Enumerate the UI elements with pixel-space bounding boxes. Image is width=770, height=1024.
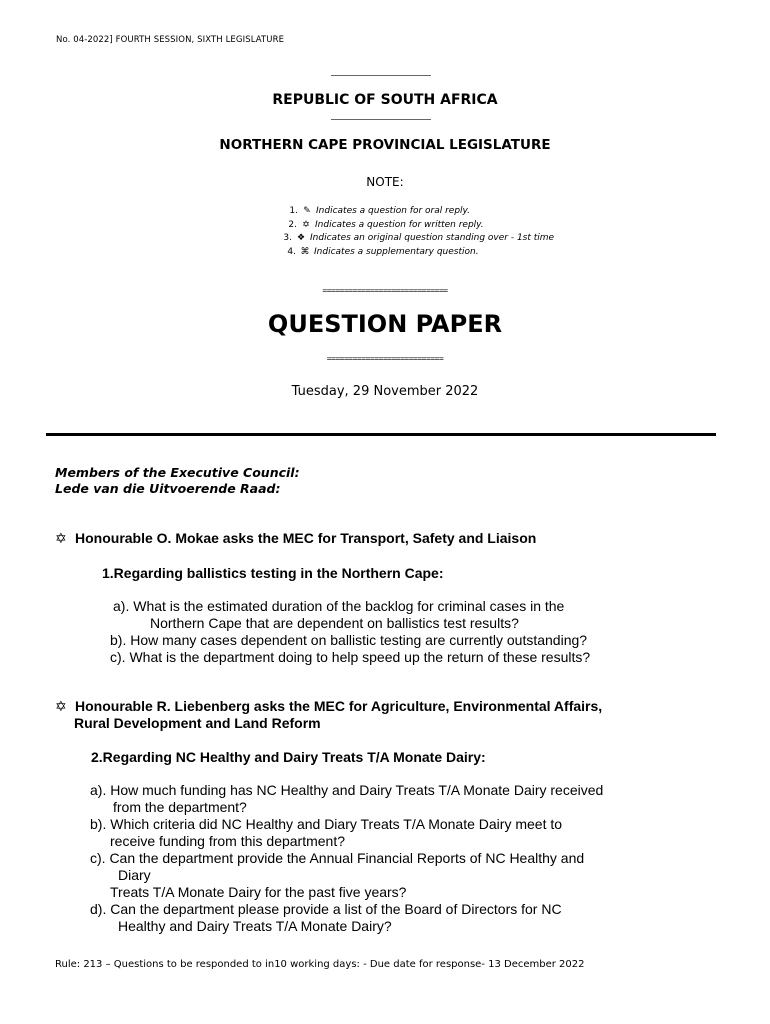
- question-item: b). How many cases dependent on ballistic testing are currently outstanding?: [110, 632, 588, 648]
- question-item: d). Can the department please provide a list of the Board of Directors for NC Healthy and Dairy Treats T/A Monate Dairy?: [90, 901, 562, 934]
- divider: [331, 119, 431, 120]
- star-of-david-icon: ✡: [302, 219, 310, 230]
- pencil-icon: ✎: [303, 206, 311, 216]
- star-of-david-icon: ✡: [55, 698, 67, 714]
- question-item: a). How much funding has NC Healthy and Dairy Treats T/A Monate Dairy received from the department?: [90, 782, 604, 815]
- question-list: [90, 782, 665, 935]
- separator-upper: =============================: [322, 286, 448, 295]
- page-footer: Rule: 213 – Questions to be responded to in10 working days: - Due date for response- 13 December 2022: [55, 959, 585, 970]
- question-list: [110, 598, 665, 666]
- note-heading: NOTE:: [366, 175, 404, 189]
- legend-item: 4. ⌘ Indicates a supplementary question.: [287, 246, 479, 257]
- members-heading: Members of the Executive Council: Lede van die Uitvoerende Raad:: [55, 465, 300, 496]
- country-title: REPUBLIC OF SOUTH AFRICA: [272, 92, 498, 108]
- note-legend: [270, 206, 554, 260]
- question-item: b). Which criteria did NC Healthy and Diary Treats T/A Monate Dairy meet to receive funding from this department?: [90, 816, 563, 849]
- separator-lower: ===========================: [326, 354, 444, 363]
- divider: [331, 75, 431, 76]
- legislature-title: NORTHERN CAPE PROVINCIAL LEGISLATURE: [219, 137, 551, 153]
- question-heading: ✡ Honourable R. Liebenberg asks the MEC for Agriculture, Environmental Affairs, Rural Development and Land Reform: [55, 698, 603, 731]
- question-item: a). What is the estimated duration of the backlog for criminal cases in the Northern Cape that are dependent on ballistics test results?: [113, 598, 565, 631]
- star-of-david-icon: ✡: [55, 530, 67, 546]
- page-title: QUESTION PAPER: [267, 310, 503, 338]
- legend-item: 2. ✡ Indicates a question for written reply.: [288, 219, 484, 230]
- question-heading: ✡ Honourable O. Mokae asks the MEC for Transport, Safety and Liaison: [55, 530, 537, 546]
- document-reference: No. 04-2022] FOURTH SESSION, SIXTH LEGISLATURE: [56, 35, 285, 45]
- question-item: c). Can the department provide the Annual Financial Reports of NC Healthy and Diary Treats T/A Monate Dairy for the past five years?: [90, 850, 585, 900]
- legend-item: 3. ❖ Indicates an original question standing over - 1st time: [283, 233, 555, 243]
- question-item: c). What is the department doing to help speed up the return of these results?: [110, 649, 591, 665]
- command-icon: ⌘: [300, 246, 310, 257]
- legend-item: 1. ✎ Indicates a question for oral reply.: [289, 206, 471, 216]
- question-subheading: 1.Regarding ballistics testing in the Northern Cape:: [102, 565, 444, 581]
- section-divider: [46, 433, 716, 436]
- sitting-date: Tuesday, 29 November 2022: [291, 384, 479, 399]
- question-subheading: 2.Regarding NC Healthy and Dairy Treats T/A Monate Dairy:: [91, 749, 486, 765]
- diamond-icon: ❖: [296, 233, 306, 243]
